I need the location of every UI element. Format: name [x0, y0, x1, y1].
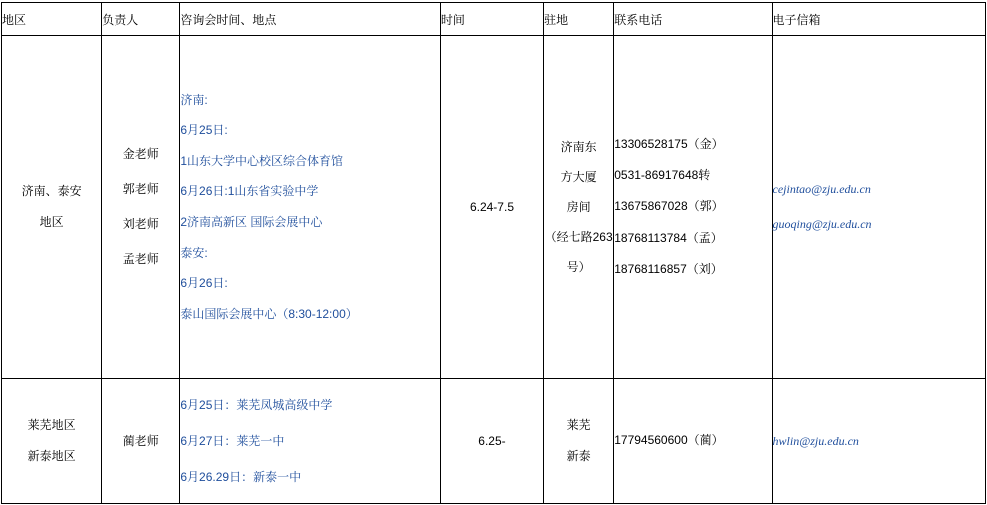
stay-line: 济南东 — [560, 140, 597, 154]
phone-line: 18768113784（孟） — [614, 230, 723, 245]
stay-line: 新泰 — [566, 449, 591, 463]
email-line[interactable]: guoqing@zju.edu.cn — [772, 217, 872, 231]
region-line: 莱芜地区 — [27, 417, 76, 432]
stay-line: 莱芜 — [566, 417, 591, 432]
cell-time: 6.24-7.5 — [440, 36, 543, 379]
stay-line: 方大厦 — [560, 170, 597, 184]
stay-line: （经七路263 — [544, 230, 613, 244]
person-name: 金老师 — [122, 147, 159, 162]
consultation-schedule-table — [1, 2, 986, 504]
cell-stay — [544, 36, 614, 379]
place-line: 2济南高新区 国际会展中心 — [180, 215, 323, 229]
place-line: 6月27日：莱芜一中 — [180, 434, 285, 448]
person-name: 刘老师 — [122, 217, 159, 231]
place-line: 6月26日: — [180, 276, 228, 291]
phone-line: 17794560600（蔺） — [614, 433, 724, 448]
phone-line: 18768116857（刘） — [614, 261, 723, 276]
table-row — [2, 379, 986, 504]
cell-person — [102, 36, 180, 379]
place-line: 1山东大学中心校区综合体育馆 — [180, 153, 344, 168]
person-name: 蔺老师 — [122, 433, 159, 448]
cell-phone — [614, 36, 772, 379]
header-stay: 驻地 — [544, 3, 614, 36]
email-line[interactable]: hwlin@zju.edu.cn — [772, 433, 859, 448]
place-line: 6月25日：莱芜凤城高级中学 — [180, 398, 333, 412]
person-name: 孟老师 — [122, 251, 159, 266]
place-line: 泰山国际会展中心（8:30-12:00） — [180, 306, 358, 321]
place-line: 泰安: — [180, 245, 208, 260]
place-line: 6月26日:1山东省实验中学 — [180, 184, 319, 199]
cell-phone — [614, 379, 772, 504]
place-line: 济南: — [180, 92, 208, 107]
header-place: 咨询会时间、地点 — [180, 3, 441, 36]
region-line: 地区 — [39, 215, 64, 229]
stay-line: 号） — [566, 260, 591, 274]
email-line[interactable]: cejintao@zju.edu.cn — [772, 182, 871, 197]
table-header-row — [2, 3, 986, 36]
header-region: 地区 — [2, 3, 102, 36]
region-line: 济南、泰安 — [21, 183, 82, 198]
header-phone: 联系电话 — [614, 3, 772, 36]
cell-email — [772, 36, 985, 379]
phone-line: 13675867028（郭） — [614, 199, 724, 214]
table-row — [2, 36, 986, 379]
cell-place — [180, 36, 441, 379]
header-time: 时间 — [440, 3, 543, 36]
cell-region — [2, 379, 102, 504]
place-line: 6月26.29日：新泰一中 — [180, 470, 302, 484]
region-line: 新泰地区 — [27, 449, 76, 463]
place-line: 6月25日: — [180, 123, 228, 138]
header-email: 电子信箱 — [772, 3, 985, 36]
cell-person — [102, 379, 180, 504]
person-name: 郭老师 — [122, 182, 159, 197]
cell-stay — [544, 379, 614, 504]
header-person: 负责人 — [102, 3, 180, 36]
cell-email — [772, 379, 985, 504]
cell-time: 6.25- — [440, 379, 543, 504]
cell-place — [180, 379, 441, 504]
stay-line: 房间 — [566, 200, 591, 214]
phone-line: 0531-86917648转 — [614, 168, 711, 183]
cell-region — [2, 36, 102, 379]
phone-line: 13306528175（金） — [614, 137, 724, 152]
